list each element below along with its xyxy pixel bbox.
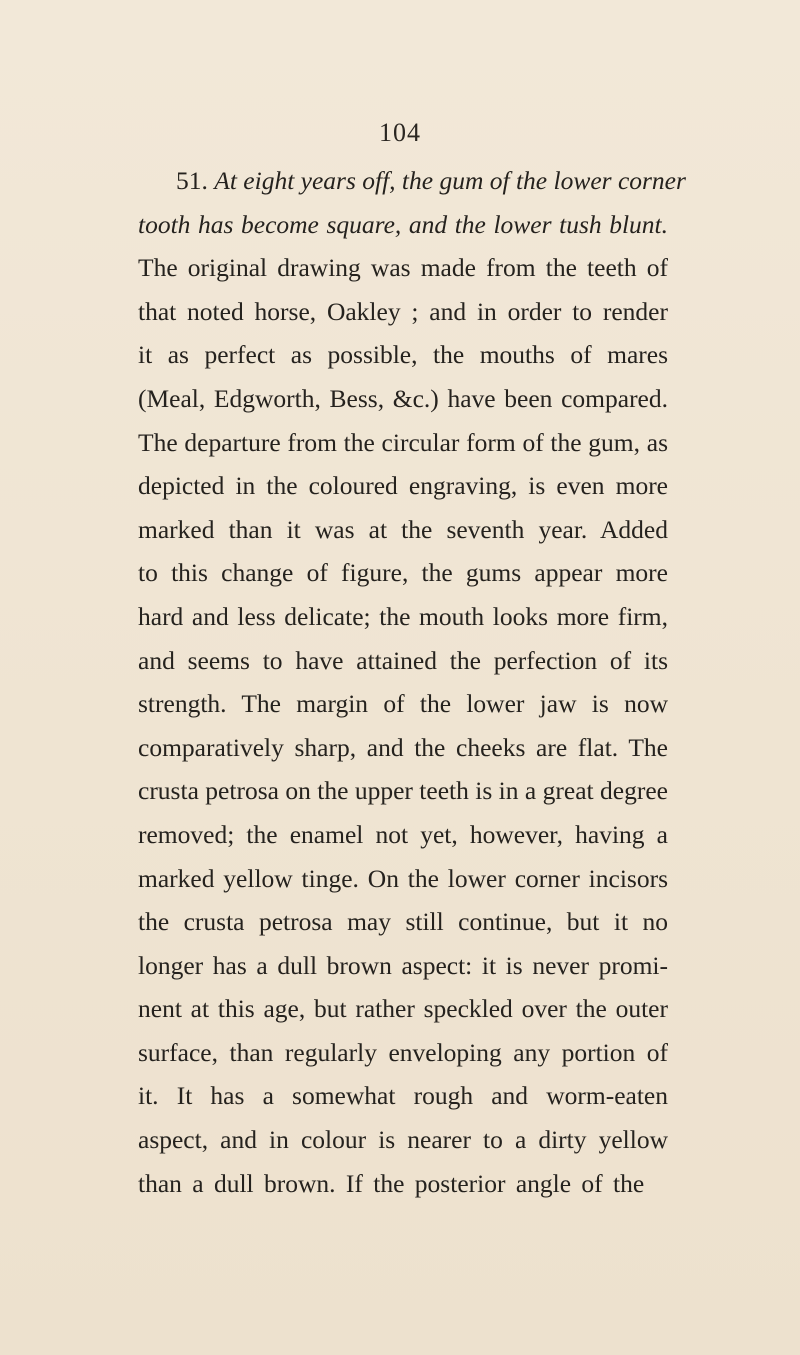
italic-heading-text: tooth has become square, and the lower tush blunt.: [138, 209, 668, 239]
text-line: (Meal, Edgworth, Bess, &c.) have been compared.: [138, 383, 668, 413]
text-line: nent at this age, but rather speckled over the outer: [138, 994, 668, 1024]
italic-heading-text: At eight years off, the gum of the lower corner: [214, 166, 686, 195]
text-line: and seems to have attained the perfection of its: [138, 645, 668, 675]
text-line: it as perfect as possible, the mouths of mares: [138, 340, 668, 370]
text-line: crusta petrosa on the upper teeth is in a great degree: [138, 776, 668, 806]
text-line: longer has a dull brown aspect: it is never promi-: [138, 950, 668, 980]
text-line: to this change of figure, the gums appear more: [138, 558, 668, 588]
text-line: hard and less delicate; the mouth looks more firm,: [138, 601, 668, 631]
text-line: surface, than regularly enveloping any portion of: [138, 1037, 668, 1067]
text-line: comparatively sharp, and the cheeks are flat. The: [138, 732, 668, 762]
text-line: [138, 159, 686, 203]
text-line: The original drawing was made from the teeth of: [138, 253, 668, 283]
page-number: 104: [379, 118, 421, 147]
text-line: removed; the enamel not yet, however, having a: [138, 819, 668, 849]
paragraph-number: 51.: [176, 166, 215, 195]
text-line: The departure from the circular form of the gum, as: [138, 427, 668, 457]
text-line: than a dull brown. If the posterior angle of the: [138, 1168, 645, 1198]
text-line: the crusta petrosa may still continue, but it no: [138, 907, 668, 937]
text-line: marked than it was at the seventh year. Added: [138, 514, 668, 544]
text-line: that noted horse, Oakley ; and in order to render: [138, 296, 668, 326]
text-line: [138, 203, 668, 247]
text-line: it. It has a somewhat rough and worm-eaten: [138, 1081, 668, 1111]
text-line: marked yellow tinge. On the lower corner incisors: [138, 863, 668, 893]
text-line: depicted in the coloured engraving, is even more: [138, 471, 668, 501]
body-text: [138, 159, 686, 1205]
text-line: aspect, and in colour is nearer to a dirty yellow: [138, 1125, 668, 1155]
text-line: strength. The margin of the lower jaw is now: [138, 689, 668, 719]
